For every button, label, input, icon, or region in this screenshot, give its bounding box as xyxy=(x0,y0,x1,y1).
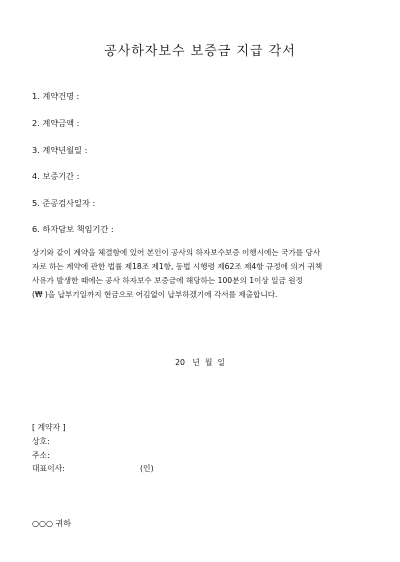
company-label: 상호: xyxy=(32,437,50,446)
pledge-amount-line: (₩ )을 납부기일까지 현금으로 어김없이 납부하겠기에 각서를 제출합니다. xyxy=(32,290,278,299)
seal-label: (인) xyxy=(140,464,154,473)
address-label: 주소: xyxy=(32,451,50,460)
item-liability-period: 6. 하자담보 책임기간 : xyxy=(32,224,114,234)
ceo-label: 대표이사: xyxy=(32,464,65,473)
pledge-body xyxy=(32,246,370,302)
addressee: ○○○ 귀하 xyxy=(32,519,71,528)
date-line: 20 년 월 일 xyxy=(175,358,225,367)
ceo-row xyxy=(32,463,232,474)
item-contract-date: 3. 계약년월일 : xyxy=(32,145,88,155)
pledge-line-1: 상기와 같이 계약을 체결함에 있어 본인이 공사의 하자보수보증 이행시에는 국가를 당사 xyxy=(32,248,321,257)
document-title: 공사하자보수 보증금 지급 각서 xyxy=(104,44,296,59)
pledge-line-2: 자로 하는 계약에 관한 법률 제18조 제1항, 동법 시행령 제62조 제4항 규정에 의거 귀책 xyxy=(32,262,323,271)
contractor-header: [ 계약자 ] xyxy=(32,423,66,432)
item-contract-amount: 2. 계약금액 : xyxy=(32,118,80,128)
item-guarantee-period: 4. 보증기간 : xyxy=(32,171,80,181)
item-contract-name: 1. 계약건명 : xyxy=(32,91,80,101)
pledge-line-3: 사유가 발생한 때에는 공사 하자보수 보증금에 해당하는 100분의 1이상 일금 원정 xyxy=(32,276,303,285)
item-inspection-date: 5. 준공검사일자 : xyxy=(32,198,96,208)
